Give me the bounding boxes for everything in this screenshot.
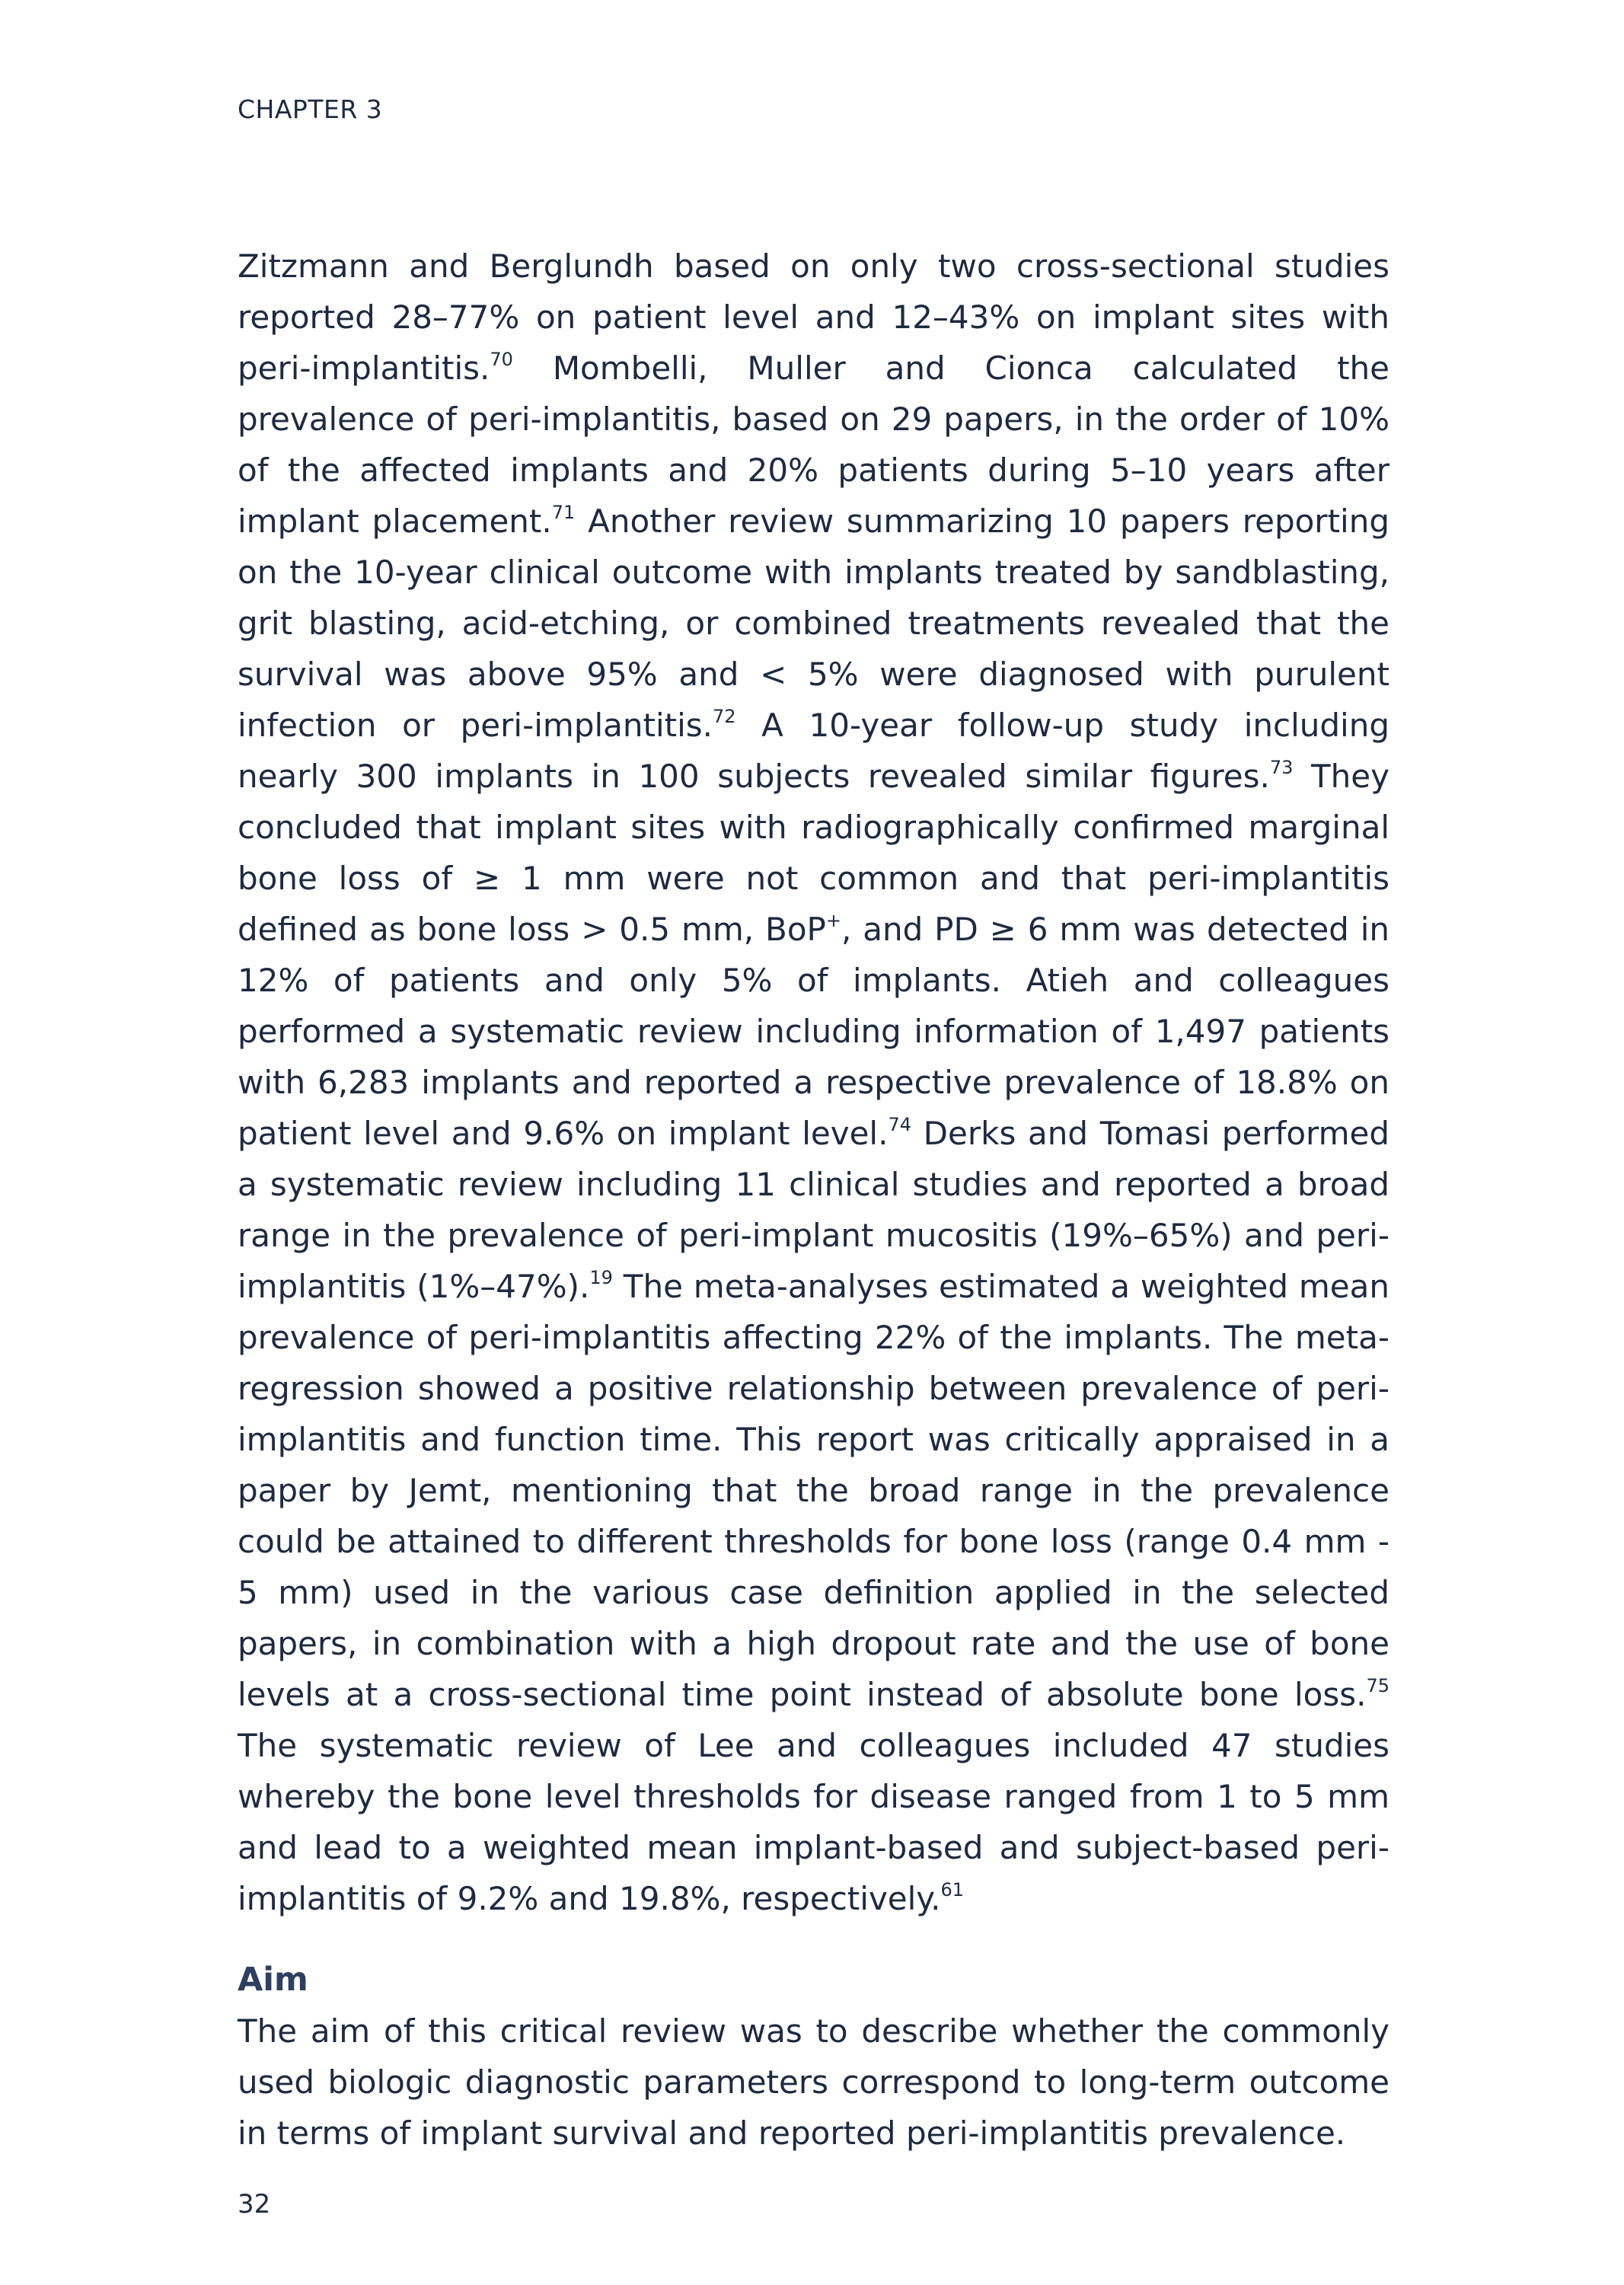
citation-superscript: 75 [1366, 1675, 1389, 1696]
page-number: 32 [238, 2189, 271, 2220]
body-paragraph [238, 241, 1389, 1924]
text-run: They concluded that implant sites with radiographically confirmed marginal bone loss of ≥ 1 mm were not common and that peri-implantitis defined as bone loss > 0.5 mm, BoP [238, 758, 1389, 948]
section-heading-aim: Aim [238, 1961, 308, 1999]
citation-superscript: + [825, 910, 841, 931]
text-run: The meta-analyses estimated a weighted mean prevalence of peri-implantitis affecting 22% of the implants. The meta-regression showed a positive relationship between prevalence of peri-implantitis and function time. This report was critically appraised in a paper by Jemt, mentioning that the broad range in the prevalence could be attained to different thresholds for bone loss (range 0.4 mm - 5 mm) used in the various case definition applied in the selected papers, in combination with a high dropout rate and the use of bone levels at a cross-sectional time point instead of absolute bone loss. [238, 1268, 1389, 1713]
chapter-header: CHAPTER 3 [238, 94, 383, 124]
text-run: , and PD ≥ 6 mm was detected in 12% of patients and only 5% of implants. Atieh and colleagues performed a systematic review including information of 1,497 patients with 6,283 implants and reported a respective prevalence of 18.8% on patient level and 9.6% on implant level. [238, 911, 1389, 1152]
body-text [238, 241, 1389, 2159]
citation-superscript: 74 [888, 1114, 911, 1135]
text-run: Mombelli, Muller and Cionca calculated the prevalence of peri-implantitis, based on 29 papers, in the order of 10% of the affected implants and 20% patients during 5–10 years after implant placement. [238, 349, 1389, 540]
citation-superscript: 19 [589, 1267, 613, 1288]
citation-superscript: 70 [490, 349, 513, 370]
text-run: A 10-year follow-up study including nearly 300 implants in 100 subjects revealed similar figures. [238, 707, 1389, 795]
aim-paragraph: The aim of this critical review was to describe whether the commonly used biologic diagnostic parameters correspond to long-term outcome in terms of implant survival and reported peri-implantitis prevalence. [238, 2012, 1389, 2152]
citation-superscript: 72 [713, 706, 736, 727]
text-run: The systematic review of Lee and colleagues included 47 studies whereby the bone level thresholds for disease ranged from 1 to 5 mm and lead to a weighted mean implant-based and subject-based peri-implantitis of 9.2% and 19.8%, respectively. [238, 1727, 1389, 1917]
citation-superscript: 71 [551, 502, 576, 523]
text-run: Derks and Tomasi performed a systematic review including 11 clinical studies and reported a broad range in the prevalence of peri-implant mucositis (19%–65%) and peri-implantitis (1%–47%). [238, 1115, 1389, 1305]
citation-superscript: 61 [940, 1879, 965, 1900]
text-run: Zitzmann and Berglundh based on only two cross-sectional studies reported 28–77% on patient level and 12–43% on implant sites with peri-implantitis. [238, 247, 1389, 387]
citation-superscript: 73 [1269, 757, 1294, 778]
text-run: Another review summarizing 10 papers reporting on the 10-year clinical outcome with implants treated by sandblasting, grit blasting, acid-etching, or combined treatments revealed that the survival was above 95% and < 5% were diagnosed with purulent infection or peri-implantitis. [238, 503, 1389, 744]
